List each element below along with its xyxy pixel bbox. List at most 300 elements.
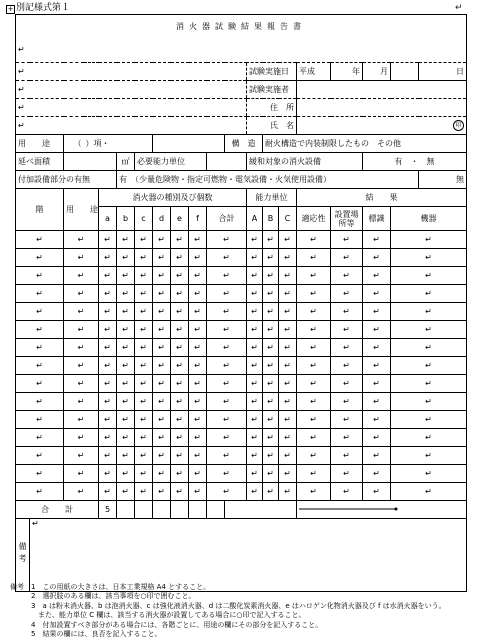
grid-cell[interactable] xyxy=(207,249,247,267)
grid-cell[interactable] xyxy=(117,249,135,267)
grid-cell[interactable] xyxy=(64,249,99,267)
grid-cell[interactable] xyxy=(153,231,171,249)
grid-cell[interactable] xyxy=(16,249,64,267)
grid-cell[interactable] xyxy=(64,321,99,339)
grid-cell[interactable] xyxy=(391,285,467,303)
return-mark: ↵ xyxy=(104,469,111,478)
grid-cell[interactable] xyxy=(117,429,135,447)
return-mark: ↵ xyxy=(140,361,147,370)
return-mark: ↵ xyxy=(223,361,230,370)
grid-cell[interactable] xyxy=(279,339,297,357)
grid-cell[interactable] xyxy=(279,267,297,285)
grid-cell[interactable] xyxy=(331,411,363,429)
return-mark: ↵ xyxy=(223,343,230,352)
grid-cell[interactable] xyxy=(189,357,207,375)
grid-cell[interactable] xyxy=(99,267,117,285)
total-f[interactable] xyxy=(189,501,207,519)
grid-cell[interactable] xyxy=(279,321,297,339)
grid-cell[interactable] xyxy=(171,375,189,393)
grid-cell[interactable] xyxy=(247,375,263,393)
grid-cell[interactable] xyxy=(363,231,391,249)
grid-cell[interactable] xyxy=(189,285,207,303)
return-mark: ↵ xyxy=(104,433,111,442)
grid-cell[interactable] xyxy=(135,429,153,447)
grid-cell[interactable] xyxy=(297,375,331,393)
table-row xyxy=(16,447,467,465)
grid-cell[interactable] xyxy=(247,393,263,411)
grid-cell[interactable] xyxy=(279,249,297,267)
usage-field[interactable] xyxy=(153,135,225,153)
grid-cell[interactable] xyxy=(331,429,363,447)
grid-cell[interactable] xyxy=(263,357,279,375)
total-b[interactable] xyxy=(117,501,135,519)
grid-cell[interactable] xyxy=(297,321,331,339)
grid-cell[interactable] xyxy=(331,393,363,411)
grid-cell[interactable] xyxy=(64,429,99,447)
grid-cell[interactable] xyxy=(64,231,99,249)
grid-cell[interactable] xyxy=(279,231,297,249)
grid-cell[interactable] xyxy=(279,357,297,375)
return-mark: ↵ xyxy=(104,379,111,388)
grid-cell[interactable] xyxy=(99,339,117,357)
grid-cell[interactable] xyxy=(16,483,64,501)
grid-cell[interactable] xyxy=(135,375,153,393)
return-mark: ↵ xyxy=(140,289,147,298)
grid-cell[interactable] xyxy=(16,231,64,249)
grid-cell[interactable] xyxy=(363,249,391,267)
grid-cell[interactable] xyxy=(331,375,363,393)
grid-cell[interactable] xyxy=(207,483,247,501)
grid-cell[interactable] xyxy=(135,249,153,267)
grid-cell[interactable] xyxy=(135,285,153,303)
grid-cell[interactable] xyxy=(263,483,279,501)
grid-cell[interactable] xyxy=(391,267,467,285)
return-mark: ↵ xyxy=(310,343,317,352)
additional-none[interactable]: 無 xyxy=(419,171,467,189)
grid-cell[interactable] xyxy=(99,411,117,429)
grid-cell[interactable] xyxy=(64,267,99,285)
grid-cell[interactable] xyxy=(247,411,263,429)
grid-cell[interactable] xyxy=(64,447,99,465)
grid-cell[interactable] xyxy=(153,447,171,465)
grid-cell[interactable] xyxy=(297,231,331,249)
grid-cell[interactable] xyxy=(331,231,363,249)
grid-cell[interactable] xyxy=(99,465,117,483)
grid-cell[interactable] xyxy=(247,267,263,285)
grid-cell[interactable] xyxy=(16,339,64,357)
return-mark: ↵ xyxy=(251,397,258,406)
remarks-label-cell xyxy=(16,519,30,592)
grid-cell[interactable] xyxy=(64,339,99,357)
grid-cell[interactable] xyxy=(16,321,64,339)
grid-cell[interactable] xyxy=(16,411,64,429)
grid-cell[interactable] xyxy=(153,483,171,501)
grid-cell[interactable] xyxy=(117,231,135,249)
tester-label: 試験実施者 xyxy=(247,81,297,99)
grid-cell[interactable] xyxy=(263,267,279,285)
grid-cell[interactable] xyxy=(117,483,135,501)
name-field[interactable] xyxy=(297,117,467,135)
grid-cell[interactable] xyxy=(64,411,99,429)
grid-cell[interactable] xyxy=(331,303,363,321)
tester-field[interactable] xyxy=(297,81,467,99)
grid-cell[interactable] xyxy=(153,429,171,447)
table-row xyxy=(16,231,467,249)
return-mark: ↵ xyxy=(36,361,43,370)
grid-cell[interactable] xyxy=(263,285,279,303)
grid-cell[interactable] xyxy=(331,447,363,465)
grid-cell[interactable] xyxy=(171,483,189,501)
grid-cell[interactable] xyxy=(247,321,263,339)
grid-cell[interactable] xyxy=(247,357,263,375)
return-mark: ↵ xyxy=(343,379,350,388)
grid-cell[interactable] xyxy=(64,465,99,483)
total-a[interactable]: 5 xyxy=(99,501,117,519)
grid-cell[interactable] xyxy=(363,357,391,375)
grid-cell[interactable] xyxy=(279,375,297,393)
grid-cell[interactable] xyxy=(117,267,135,285)
grid-cell[interactable] xyxy=(117,447,135,465)
grid-cell[interactable] xyxy=(207,393,247,411)
grid-cell[interactable] xyxy=(247,285,263,303)
grid-cell[interactable] xyxy=(279,483,297,501)
grid-cell[interactable] xyxy=(99,483,117,501)
grid-cell[interactable] xyxy=(117,375,135,393)
return-mark: ↵ xyxy=(158,325,165,334)
grid-cell[interactable] xyxy=(279,429,297,447)
grid-cell[interactable] xyxy=(331,321,363,339)
grid-cell[interactable] xyxy=(171,267,189,285)
grid-cell[interactable] xyxy=(297,483,331,501)
grid-cell[interactable] xyxy=(189,429,207,447)
grid-cell[interactable] xyxy=(363,339,391,357)
grid-cell[interactable] xyxy=(297,447,331,465)
grid-cell[interactable] xyxy=(363,375,391,393)
grid-cell[interactable] xyxy=(297,429,331,447)
grid-cell[interactable] xyxy=(135,393,153,411)
grid-cell[interactable] xyxy=(135,357,153,375)
grid-cell[interactable] xyxy=(117,393,135,411)
grid-cell[interactable] xyxy=(263,411,279,429)
grid-cell[interactable] xyxy=(153,375,171,393)
grid-cell[interactable] xyxy=(207,231,247,249)
grid-cell[interactable] xyxy=(363,321,391,339)
grid-cell[interactable] xyxy=(331,357,363,375)
grid-cell[interactable] xyxy=(135,483,153,501)
return-mark: ↵ xyxy=(425,253,432,262)
total-d[interactable] xyxy=(153,501,171,519)
grid-cell[interactable] xyxy=(207,357,247,375)
grid-cell[interactable] xyxy=(247,447,263,465)
grid-cell[interactable] xyxy=(189,231,207,249)
return-mark: ↵ xyxy=(194,451,201,460)
grid-cell[interactable] xyxy=(297,393,331,411)
remarks-field[interactable] xyxy=(30,519,467,592)
grid-cell[interactable] xyxy=(263,231,279,249)
grid-cell[interactable] xyxy=(189,393,207,411)
grid-cell[interactable] xyxy=(153,339,171,357)
grid-cell[interactable] xyxy=(16,267,64,285)
grid-cell[interactable] xyxy=(331,465,363,483)
grid-cell[interactable] xyxy=(171,393,189,411)
grid-cell[interactable] xyxy=(297,465,331,483)
grid-cell[interactable] xyxy=(189,483,207,501)
grid-cell[interactable] xyxy=(297,411,331,429)
grid-cell[interactable] xyxy=(189,249,207,267)
grid-cell[interactable] xyxy=(16,393,64,411)
grid-cell[interactable] xyxy=(117,285,135,303)
grid-cell[interactable] xyxy=(331,483,363,501)
return-mark: ↵ xyxy=(425,343,432,352)
grid-cell[interactable] xyxy=(263,303,279,321)
grid-cell[interactable] xyxy=(189,465,207,483)
grid-cell[interactable] xyxy=(171,447,189,465)
grid-cell[interactable] xyxy=(153,303,171,321)
grid-cell[interactable] xyxy=(391,249,467,267)
grid-cell[interactable] xyxy=(263,321,279,339)
grid-cell[interactable] xyxy=(247,231,263,249)
total-sum[interactable] xyxy=(207,501,225,519)
grid-cell[interactable] xyxy=(135,267,153,285)
grid-cell[interactable] xyxy=(247,339,263,357)
grid-cell[interactable] xyxy=(64,393,99,411)
grid-cell[interactable] xyxy=(153,267,171,285)
grid-cell[interactable] xyxy=(391,429,467,447)
grid-cell[interactable] xyxy=(297,249,331,267)
grid-cell[interactable] xyxy=(297,267,331,285)
grid-cell[interactable] xyxy=(331,267,363,285)
grid-cell[interactable] xyxy=(171,321,189,339)
grid-cell[interactable] xyxy=(279,393,297,411)
grid-cell[interactable] xyxy=(207,465,247,483)
grid-cell[interactable] xyxy=(153,357,171,375)
return-mark: ↵ xyxy=(194,433,201,442)
grid-cell[interactable] xyxy=(135,231,153,249)
grid-cell[interactable] xyxy=(99,285,117,303)
grid-cell[interactable] xyxy=(363,393,391,411)
grid-cell[interactable] xyxy=(207,321,247,339)
grid-cell[interactable] xyxy=(391,357,467,375)
grid-cell[interactable] xyxy=(189,321,207,339)
return-mark: ↵ xyxy=(77,253,85,262)
grid-cell[interactable] xyxy=(99,375,117,393)
grid-cell[interactable] xyxy=(263,465,279,483)
return-mark: ↵ xyxy=(310,379,317,388)
grid-cell[interactable] xyxy=(331,249,363,267)
grid-cell[interactable] xyxy=(64,375,99,393)
grid-cell[interactable] xyxy=(99,231,117,249)
grid-cell[interactable] xyxy=(363,411,391,429)
grid-cell[interactable] xyxy=(391,411,467,429)
grid-cell[interactable] xyxy=(391,447,467,465)
grid-cell[interactable] xyxy=(189,303,207,321)
return-mark: ↵ xyxy=(310,325,317,334)
grid-cell[interactable] xyxy=(391,339,467,357)
grid-cell[interactable] xyxy=(207,267,247,285)
grid-cell[interactable] xyxy=(171,249,189,267)
grid-cell[interactable] xyxy=(391,483,467,501)
grid-cell[interactable] xyxy=(247,465,263,483)
grid-cell[interactable] xyxy=(391,393,467,411)
grid-cell[interactable] xyxy=(279,303,297,321)
grid-cell[interactable] xyxy=(117,411,135,429)
grid-cell[interactable] xyxy=(99,249,117,267)
grid-cell[interactable] xyxy=(363,447,391,465)
grid-cell[interactable] xyxy=(153,285,171,303)
grid-cell[interactable] xyxy=(117,357,135,375)
grid-cell[interactable] xyxy=(263,447,279,465)
grid-cell[interactable] xyxy=(189,267,207,285)
grid-cell[interactable] xyxy=(135,321,153,339)
grid-cell[interactable] xyxy=(99,321,117,339)
day-label[interactable]: 日 xyxy=(419,63,467,81)
usage-paren-close[interactable]: ）項・ xyxy=(84,135,153,153)
grid-cell[interactable] xyxy=(189,375,207,393)
grid-cell[interactable] xyxy=(117,303,135,321)
grid-cell[interactable] xyxy=(171,465,189,483)
return-mark: ↵ xyxy=(140,253,147,262)
year-label[interactable]: 年 xyxy=(331,63,363,81)
grid-cell[interactable] xyxy=(263,249,279,267)
total-e[interactable] xyxy=(171,501,189,519)
result-col-1: 設置場所等 xyxy=(331,207,363,231)
grid-cell[interactable] xyxy=(16,429,64,447)
grid-cell[interactable] xyxy=(207,339,247,357)
grid-cell[interactable] xyxy=(363,483,391,501)
grid-cell[interactable] xyxy=(99,429,117,447)
grid-cell[interactable] xyxy=(189,447,207,465)
grid-cell[interactable] xyxy=(99,303,117,321)
floor-area-field[interactable] xyxy=(64,153,117,171)
grid-cell[interactable] xyxy=(171,357,189,375)
return-mark: ↵ xyxy=(223,397,230,406)
grid-cell[interactable] xyxy=(64,357,99,375)
grid-cell[interactable] xyxy=(207,303,247,321)
grid-cell[interactable] xyxy=(64,303,99,321)
total-capacity[interactable] xyxy=(225,501,297,519)
grid-cell[interactable] xyxy=(153,393,171,411)
grid-cell[interactable] xyxy=(99,393,117,411)
grid-cell[interactable] xyxy=(279,465,297,483)
return-mark: ↵ xyxy=(343,325,350,334)
grid-cell[interactable] xyxy=(207,429,247,447)
required-capacity-field[interactable] xyxy=(207,153,247,171)
grid-cell[interactable] xyxy=(16,285,64,303)
return-mark: ↵ xyxy=(251,343,258,352)
grid-cell[interactable] xyxy=(171,285,189,303)
grid-cell[interactable] xyxy=(363,303,391,321)
structure-value[interactable]: 耐火構造で内装制限したもの その他 xyxy=(263,135,467,153)
grid-cell[interactable] xyxy=(363,285,391,303)
grid-cell[interactable] xyxy=(117,465,135,483)
return-mark: ↵ xyxy=(140,433,147,442)
grid-cell[interactable] xyxy=(207,447,247,465)
grid-cell[interactable] xyxy=(117,321,135,339)
grid-cell[interactable] xyxy=(297,357,331,375)
return-mark: ↵ xyxy=(122,433,129,442)
grid-cell[interactable] xyxy=(391,231,467,249)
grid-cell[interactable] xyxy=(153,249,171,267)
grid-cell[interactable] xyxy=(297,303,331,321)
month-label[interactable]: 月 xyxy=(363,63,391,81)
grid-cell[interactable] xyxy=(16,357,64,375)
return-mark: ↵ xyxy=(425,307,432,316)
grid-cell[interactable] xyxy=(135,447,153,465)
grid-cell[interactable] xyxy=(391,375,467,393)
grid-cell[interactable] xyxy=(135,465,153,483)
total-c[interactable] xyxy=(135,501,153,519)
grid-cell[interactable] xyxy=(153,465,171,483)
grid-cell[interactable] xyxy=(279,285,297,303)
grid-cell[interactable] xyxy=(207,375,247,393)
grid-cell[interactable] xyxy=(207,411,247,429)
additional-value[interactable]: 有 （少量危険物・指定可燃物・電気設備・火気使用設備） xyxy=(117,171,419,189)
grid-cell[interactable] xyxy=(297,339,331,357)
address-field[interactable] xyxy=(297,99,467,117)
return-mark: ↵ xyxy=(36,343,43,352)
grid-cell[interactable] xyxy=(363,465,391,483)
name-label: 氏 名 xyxy=(247,117,297,135)
grid-cell[interactable] xyxy=(189,339,207,357)
grid-cell[interactable] xyxy=(263,375,279,393)
grid-cell[interactable] xyxy=(363,429,391,447)
grid-cell[interactable] xyxy=(99,447,117,465)
relaxation-choice[interactable]: 有 ・ 無 xyxy=(363,153,467,171)
grid-cell[interactable] xyxy=(247,303,263,321)
grid-cell[interactable] xyxy=(153,321,171,339)
grid-cell[interactable] xyxy=(331,339,363,357)
grid-cell[interactable] xyxy=(171,231,189,249)
grid-cell[interactable] xyxy=(153,411,171,429)
grid-cell[interactable] xyxy=(207,285,247,303)
grid-cell[interactable] xyxy=(171,429,189,447)
grid-cell[interactable] xyxy=(171,303,189,321)
grid-cell[interactable] xyxy=(263,393,279,411)
grid-cell[interactable] xyxy=(391,303,467,321)
month-cell[interactable] xyxy=(391,63,419,81)
return-mark: ↵ xyxy=(223,307,230,316)
grid-cell[interactable] xyxy=(171,411,189,429)
grid-cell[interactable] xyxy=(247,483,263,501)
grid-cell[interactable] xyxy=(135,411,153,429)
grid-cell[interactable] xyxy=(331,285,363,303)
grid-cell[interactable] xyxy=(16,375,64,393)
return-mark: ↵ xyxy=(310,235,317,244)
grid-cell[interactable] xyxy=(117,339,135,357)
grid-cell[interactable] xyxy=(64,483,99,501)
grid-cell[interactable] xyxy=(16,465,64,483)
grid-cell[interactable] xyxy=(135,303,153,321)
grid-cell[interactable] xyxy=(363,267,391,285)
grid-cell[interactable] xyxy=(263,429,279,447)
grid-cell[interactable] xyxy=(279,447,297,465)
grid-cell[interactable] xyxy=(247,429,263,447)
grid-cell[interactable] xyxy=(64,285,99,303)
grid-cell[interactable] xyxy=(263,339,279,357)
grid-cell[interactable] xyxy=(135,339,153,357)
grid-cell[interactable] xyxy=(279,411,297,429)
grid-cell[interactable] xyxy=(16,303,64,321)
grid-cell[interactable] xyxy=(247,249,263,267)
grid-cell[interactable] xyxy=(391,465,467,483)
grid-cell[interactable] xyxy=(16,447,64,465)
grid-cell[interactable] xyxy=(189,411,207,429)
grid-cell[interactable] xyxy=(297,285,331,303)
grid-cell[interactable] xyxy=(99,357,117,375)
grid-cell[interactable] xyxy=(171,339,189,357)
return-mark: ↵ xyxy=(122,469,129,478)
grid-cell[interactable] xyxy=(391,321,467,339)
